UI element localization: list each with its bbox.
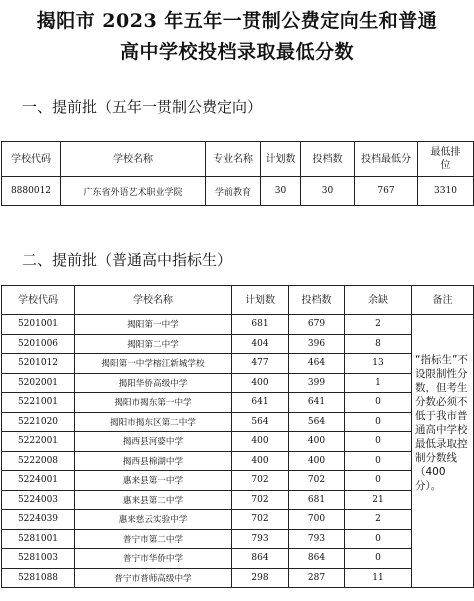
cell-school-code: 5222001 [2, 432, 75, 452]
cell-admitted: 700 [289, 510, 345, 530]
cell-plan: 298 [232, 568, 289, 588]
table-row [2, 490, 474, 510]
cell-school-code: 5201012 [2, 354, 75, 374]
cell-remain: 0 [345, 412, 412, 432]
cell-min-score: 767 [355, 177, 418, 206]
cell-school-name: 惠来县第二中学 [75, 490, 232, 510]
cell-admitted: 681 [289, 490, 345, 510]
cell-plan: 702 [232, 471, 289, 491]
table-row [2, 510, 474, 530]
cell-school-code: 5221020 [2, 412, 75, 432]
cell-school-name: 惠来县第一中学 [75, 471, 232, 491]
cell-school-code: 5221001 [2, 393, 75, 413]
table-row [2, 315, 474, 335]
col-header-plan: 计划数 [261, 142, 301, 177]
cell-plan: 30 [261, 177, 301, 206]
cell-remain: 21 [345, 490, 412, 510]
cell-remain: 0 [345, 393, 412, 413]
cell-school-code: 5281088 [2, 568, 75, 588]
cell-remain: 1 [345, 373, 412, 393]
table-row [2, 549, 474, 569]
cell-admitted: 399 [289, 373, 345, 393]
col-header-school-code: 学校代码 [2, 142, 61, 177]
document-title-line-1: 揭阳市 2023 年五年一贯制公费定向生和普通 [36, 10, 438, 32]
cell-school-name: 揭西县河婆中学 [75, 432, 232, 452]
cell-remain: 0 [345, 471, 412, 491]
cell-school-name: 惠来慈云实验中学 [75, 510, 232, 530]
cell-admitted: 400 [289, 451, 345, 471]
cell-remain: 8 [345, 334, 412, 354]
cell-admitted: 864 [289, 549, 345, 569]
col-header-admitted: 投档数 [301, 142, 355, 177]
table-row [2, 529, 474, 549]
col-header-plan: 计划数 [232, 286, 289, 315]
cell-school-name: 普宁市普师高级中学 [75, 568, 232, 588]
cell-remain: 11 [345, 568, 412, 588]
section-1-heading: 一、提前批（五年一贯制公费定向） [22, 98, 263, 116]
cell-admitted: 793 [289, 529, 345, 549]
cell-school-name: 揭西县棉湖中学 [75, 451, 232, 471]
cell-school-code: 5202001 [2, 373, 75, 393]
cell-admitted: 702 [289, 471, 345, 491]
cell-remain: 0 [345, 529, 412, 549]
cell-admitted: 641 [289, 393, 345, 413]
cell-school-name: 揭阳市揭东第一中学 [75, 393, 232, 413]
cell-school-code: 8880012 [2, 177, 61, 206]
col-header-school-code: 学校代码 [2, 286, 75, 315]
col-header-note: 备注 [412, 286, 474, 315]
cell-school-code: 5281001 [2, 529, 75, 549]
col-header-major: 专业名称 [206, 142, 261, 177]
cell-remain: 2 [345, 510, 412, 530]
table-row [2, 393, 474, 413]
table-row [2, 334, 474, 354]
cell-remain: 0 [345, 451, 412, 471]
table-quota-students [1, 285, 474, 588]
table-row [2, 451, 474, 471]
cell-school-code: 5201001 [2, 315, 75, 335]
cell-remain: 0 [345, 432, 412, 452]
cell-school-code: 5281003 [2, 549, 75, 569]
cell-plan: 702 [232, 510, 289, 530]
cell-major: 学前教育 [206, 177, 261, 206]
cell-admitted: 564 [289, 412, 345, 432]
cell-school-name: 揭阳华侨高级中学 [75, 373, 232, 393]
cell-remain: 13 [345, 354, 412, 374]
cell-school-name: 普宁市第二中学 [75, 529, 232, 549]
cell-school-name: 揭阳第一中学 [75, 315, 232, 335]
cell-plan: 400 [232, 373, 289, 393]
cell-plan: 477 [232, 354, 289, 374]
table-row [2, 412, 474, 432]
table-row [2, 354, 474, 374]
cell-admitted: 396 [289, 334, 345, 354]
note-cell: “指标生”不设限制性分数，但考生分数必须不低于我市普通高中学校最低录取控制分数线（400分）。 [412, 315, 474, 588]
table-five-year-program [1, 141, 474, 206]
table-row [2, 568, 474, 588]
cell-plan: 641 [232, 393, 289, 413]
col-header-min-rank: 最低排位 [418, 142, 474, 177]
cell-plan: 681 [232, 315, 289, 335]
cell-admitted: 30 [301, 177, 355, 206]
cell-school-name: 揭阳第一中学榕江新城学校 [75, 354, 232, 374]
table-row [2, 177, 474, 206]
cell-school-name: 广东省外语艺术职业学院 [61, 177, 206, 206]
cell-plan: 404 [232, 334, 289, 354]
document-title-line-2: 高中学校投档录取最低分数 [119, 41, 354, 63]
cell-admitted: 287 [289, 568, 345, 588]
table-row [2, 471, 474, 491]
cell-school-code: 5201006 [2, 334, 75, 354]
cell-admitted: 464 [289, 354, 345, 374]
cell-plan: 793 [232, 529, 289, 549]
table-row [2, 373, 474, 393]
cell-school-name: 普宁市华侨中学 [75, 549, 232, 569]
section-2-heading: 二、提前批（普通高中指标生） [22, 251, 233, 269]
cell-plan: 702 [232, 490, 289, 510]
cell-min-rank: 3310 [418, 177, 474, 206]
cell-school-code: 5224039 [2, 510, 75, 530]
cell-admitted: 679 [289, 315, 345, 335]
col-header-admitted: 投档数 [289, 286, 345, 315]
cell-remain: 2 [345, 315, 412, 335]
cell-school-name: 揭阳市揭东区第二中学 [75, 412, 232, 432]
cell-remain: 0 [345, 549, 412, 569]
col-header-school-name: 学校名称 [61, 142, 206, 177]
cell-school-code: 5224003 [2, 490, 75, 510]
cell-school-code: 5224001 [2, 471, 75, 491]
cell-school-name: 揭阳第二中学 [75, 334, 232, 354]
cell-plan: 400 [232, 451, 289, 471]
cell-school-code: 5222008 [2, 451, 75, 471]
cell-plan: 400 [232, 432, 289, 452]
cell-admitted: 400 [289, 432, 345, 452]
col-header-school-name: 学校名称 [75, 286, 232, 315]
cell-plan: 564 [232, 412, 289, 432]
table-row [2, 432, 474, 452]
table1-header-row [2, 142, 474, 177]
cell-plan: 864 [232, 549, 289, 569]
col-header-remain: 余缺 [345, 286, 412, 315]
col-header-min-score: 投档最低分 [355, 142, 418, 177]
table2-header-row [2, 286, 474, 315]
